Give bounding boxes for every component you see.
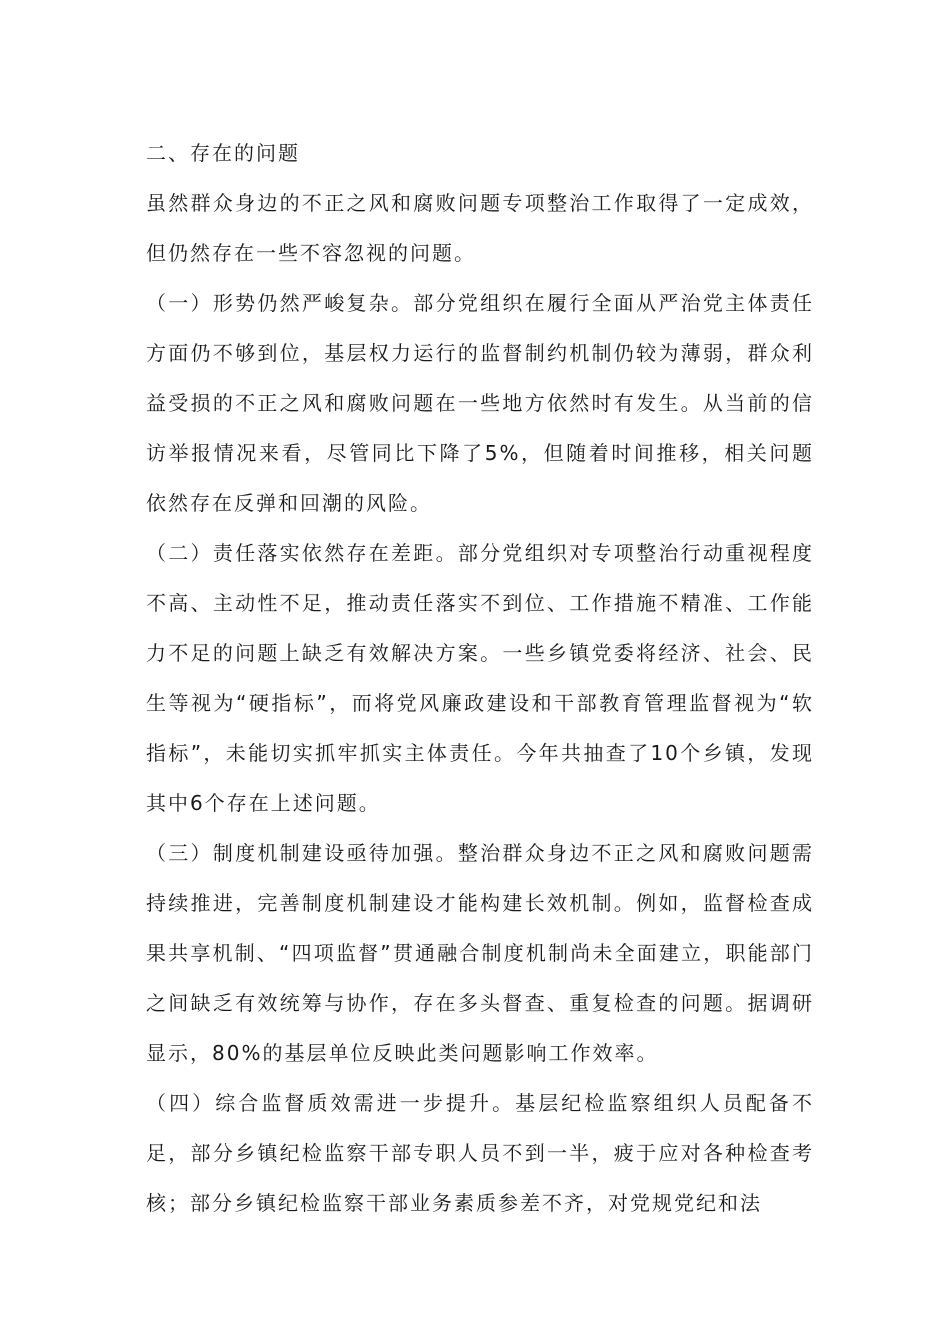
document-body xyxy=(146,128,814,1228)
section-1-paragraph: （一）形势仍然严峻复杂。部分党组织在履行全面从严治党主体责任方面仍不够到位，基层权力运行的监督制约机制仍较为薄弱，群众利益受损的不正之风和腐败问题在一些地方依然时有发生。从当前的信访举报情况来看，尽管同比下降了5%，但随着时间推移，相关问题依然存在反弹和回潮的风险。 xyxy=(146,291,814,515)
section-2-paragraph: （二）责任落实依然存在差距。部分党组织对专项整治行动重视程度不高、主动性不足，推动责任落实不到位、工作措施不精准、工作能力不足的问题上缺乏有效解决方案。一些乡镇党委将经济、社会、民生等视为“硬指标”，而将党风廉政建设和干部教育管理监督视为“软指标”，未能切实抓牢抓实主体责任。今年共抽查了10个乡镇，发现其中6个存在上述问题。 xyxy=(146,541,814,815)
section-heading: 二、存在的问题 xyxy=(146,141,300,165)
section-4-paragraph: （四）综合监督质效需进一步提升。基层纪检监察组织人员配备不足，部分乡镇纪检监察干部专职人员不到一半，疲于应对各种检查考核；部分乡镇纪检监察干部业务素质参差不齐，对党规党纪和法 xyxy=(146,1091,814,1215)
intro-paragraph: 虽然群众身边的不正之风和腐败问题专项整治工作取得了一定成效，但仍然存在一些不容忽视的问题。 xyxy=(146,191,814,265)
section-3-paragraph: （三）制度机制建设亟待加强。整治群众身边不正之风和腐败问题需持续推进，完善制度机制建设才能构建长效机制。例如，监督检查成果共享机制、“四项监督”贯通融合制度机制尚未全面建立，职能部门之间缺乏有效统筹与协作，存在多头督查、重复检查的问题。据调研显示，80%的基层单位反映此类问题影响工作效率。 xyxy=(146,841,814,1065)
